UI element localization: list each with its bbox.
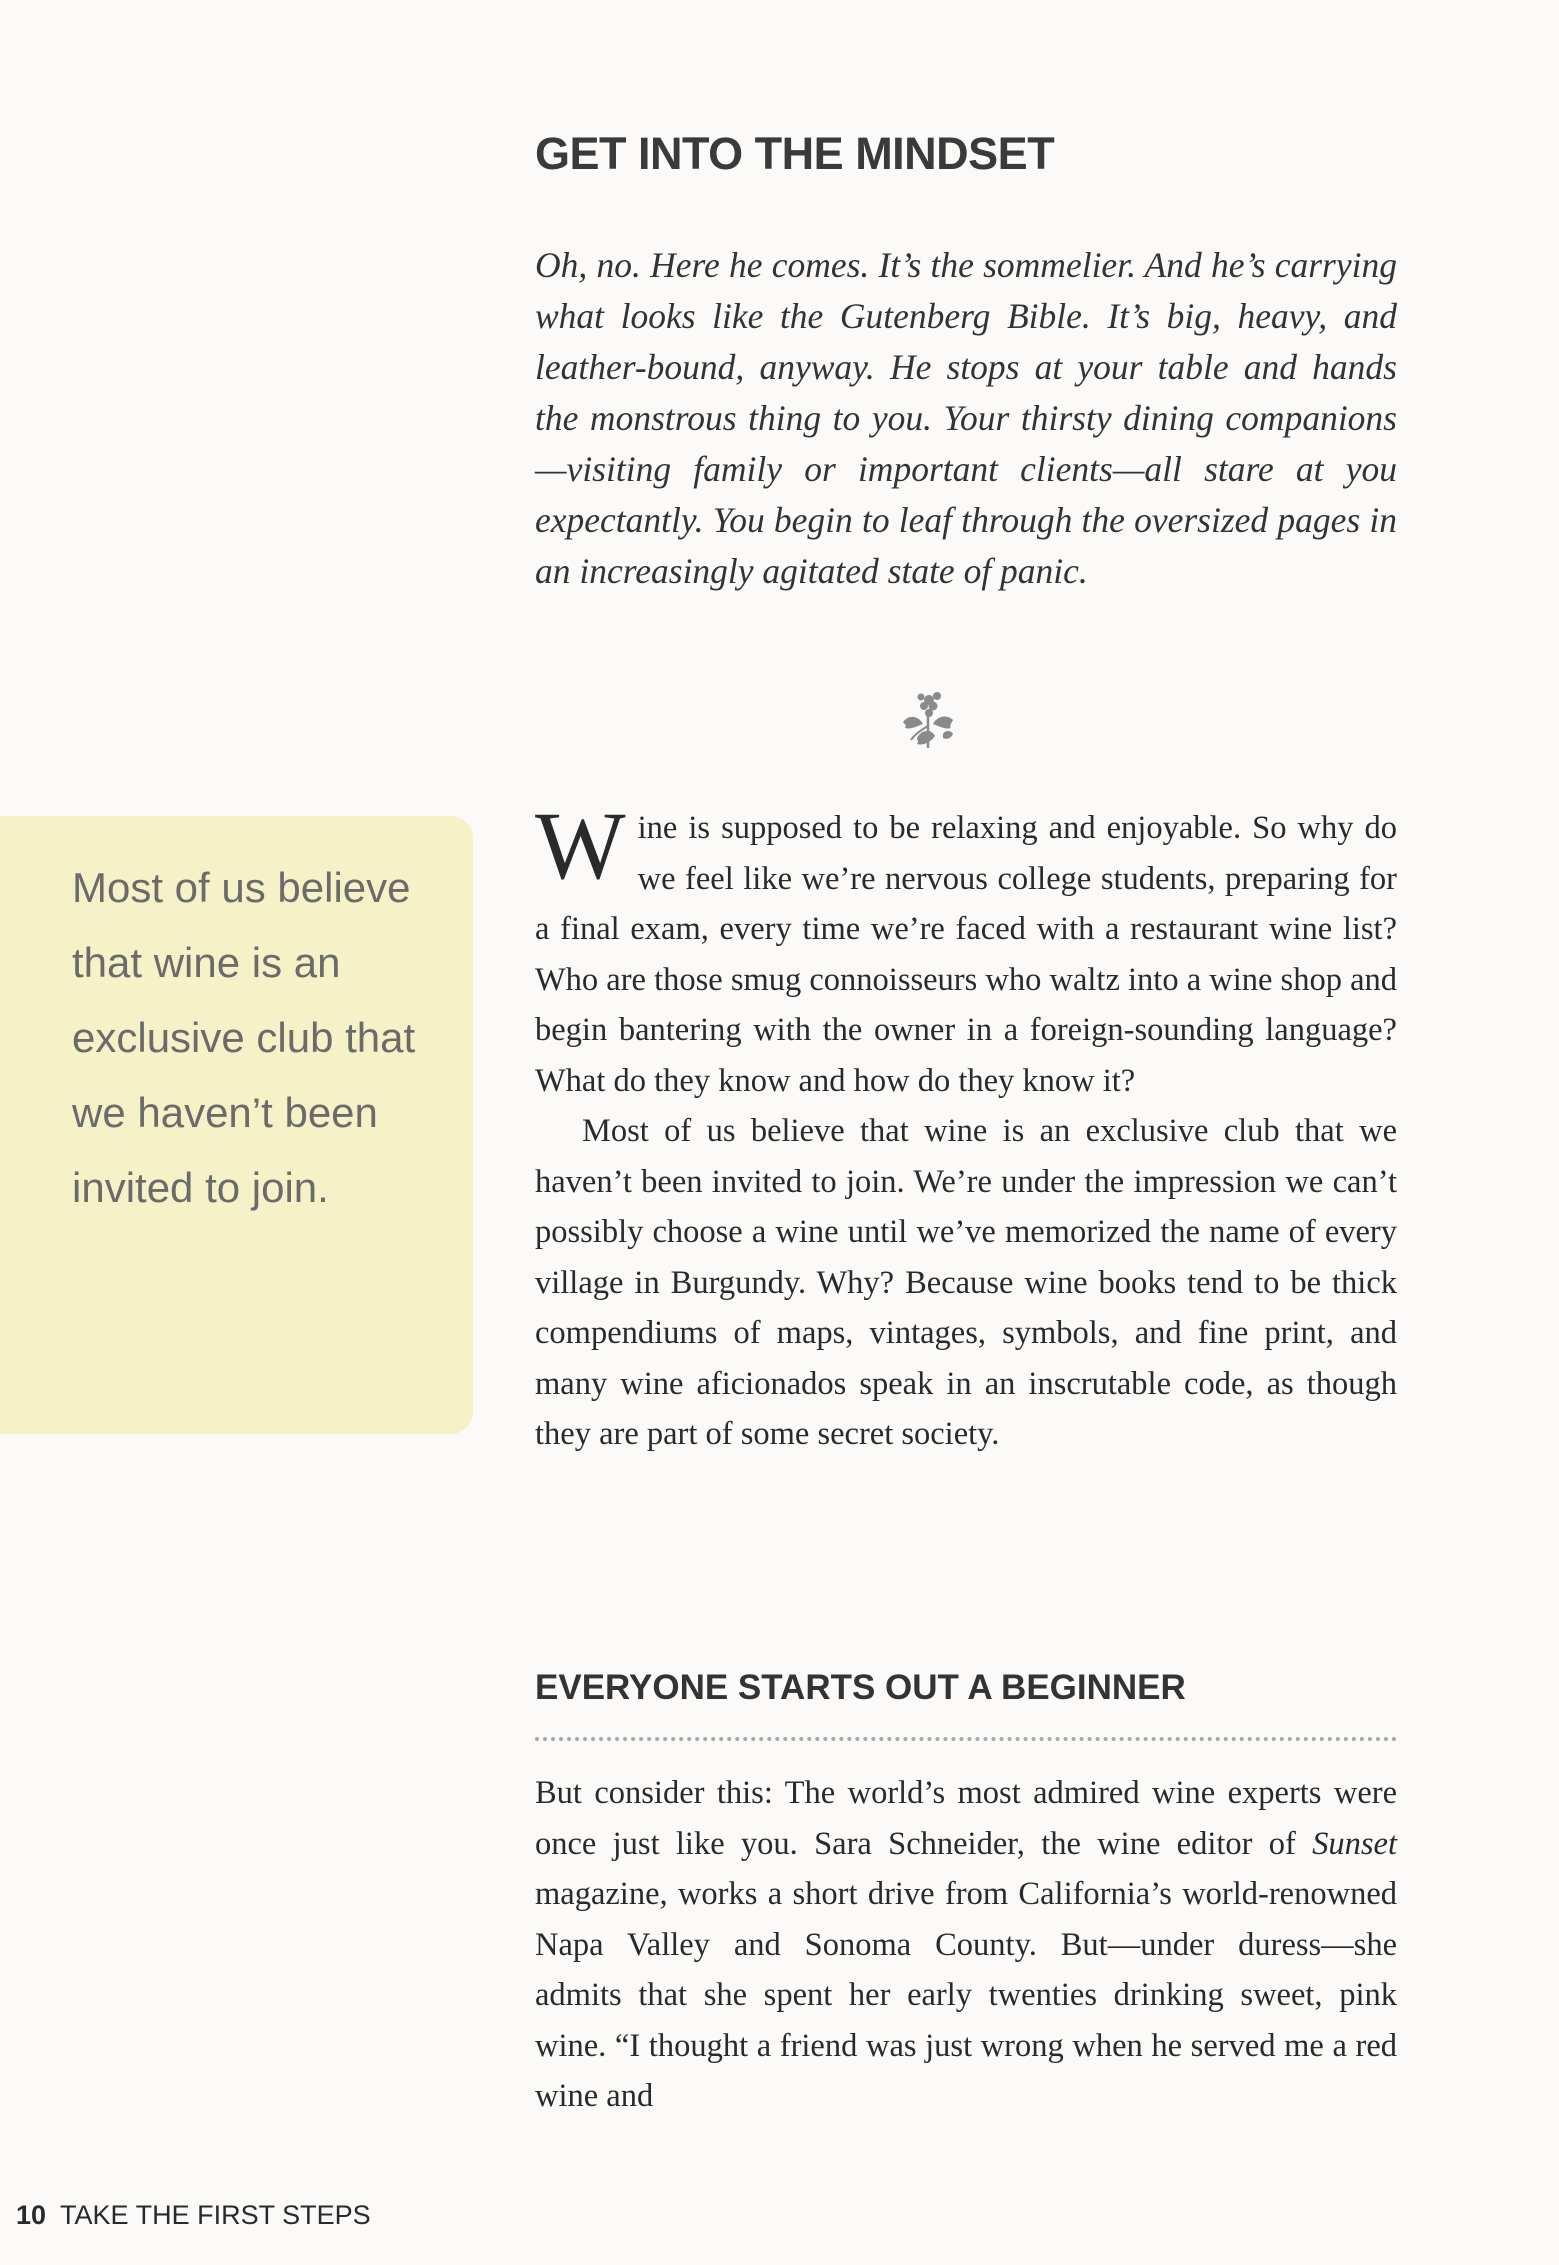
magazine-title: Sunset [1312,1825,1397,1862]
dotted-divider [535,1737,1397,1741]
intro-paragraph: Oh, no. Here he comes. It’s the sommelier. And he’s carrying what looks like the Gutenberg Bible. It’s big, heavy, and leather-bound, anyway. He stops at your table and hands the monstrous thing to you. Your thirsty dining companions—visiting family or important clients—all stare at you expectantly. You begin to leaf through the oversized pages in an increasingly agitated state of panic. [535,245,1397,591]
paragraph-3-text-end: magazine, works a short drive from California’s world-renowned Napa Valley and Sonoma County. But—under duress—she admits that she spent her early twenties drinking sweet, pink wine. “I thought a friend was just wrong when he served me a red wine and [535,1876,1397,2114]
page-number: 10 [16,2200,47,2230]
drop-cap: W [535,792,626,899]
grape-vine-ornament-icon [893,686,963,756]
paragraph-1-text: ine is supposed to be relaxing and enjoyable. So why do we feel like we’re nervous college students, preparing for a final exam, every time we’re faced with a restaurant wine list? Who are those smug connoisseurs who waltz into a wine shop and begin bantering with the owner in a foreign-sounding language? What do they know and how do they know it? [535,810,1397,1099]
body-section-2 [535,1768,1397,2122]
section-heading: GET INTO THE MINDSET [535,128,1055,179]
running-section-title: TAKE THE FIRST STEPS [60,2200,371,2230]
pullquote-text: Most of us believe that wine is an exclusive club that we haven’t been invited to join. [72,864,416,1211]
body-paragraph-3 [535,1768,1397,2122]
body-paragraph-2: Most of us believe that wine is an exclusive club that we haven’t been invited to join. We’re under the impression we can’t possibly choose a wine until we’ve memorized the name of every village in Burgundy. Why? Because wine books tend to be thick compendiums of maps, vintages, symbols, and fine print, and many wine aficionados speak in an inscrutable code, as though they are part of some secret society. [535,1113,1397,1452]
body-section-1 [535,792,1397,1460]
subsection-heading: EVERYONE STARTS OUT A BEGINNER [535,1668,1186,1707]
page-footer [16,2200,371,2231]
body-paragraph-1 [535,792,1397,1106]
paragraph-3-text-start: But consider this: The world’s most admired wine experts were once just like you. Sara Schneider, the wine editor of [535,1775,1397,1862]
